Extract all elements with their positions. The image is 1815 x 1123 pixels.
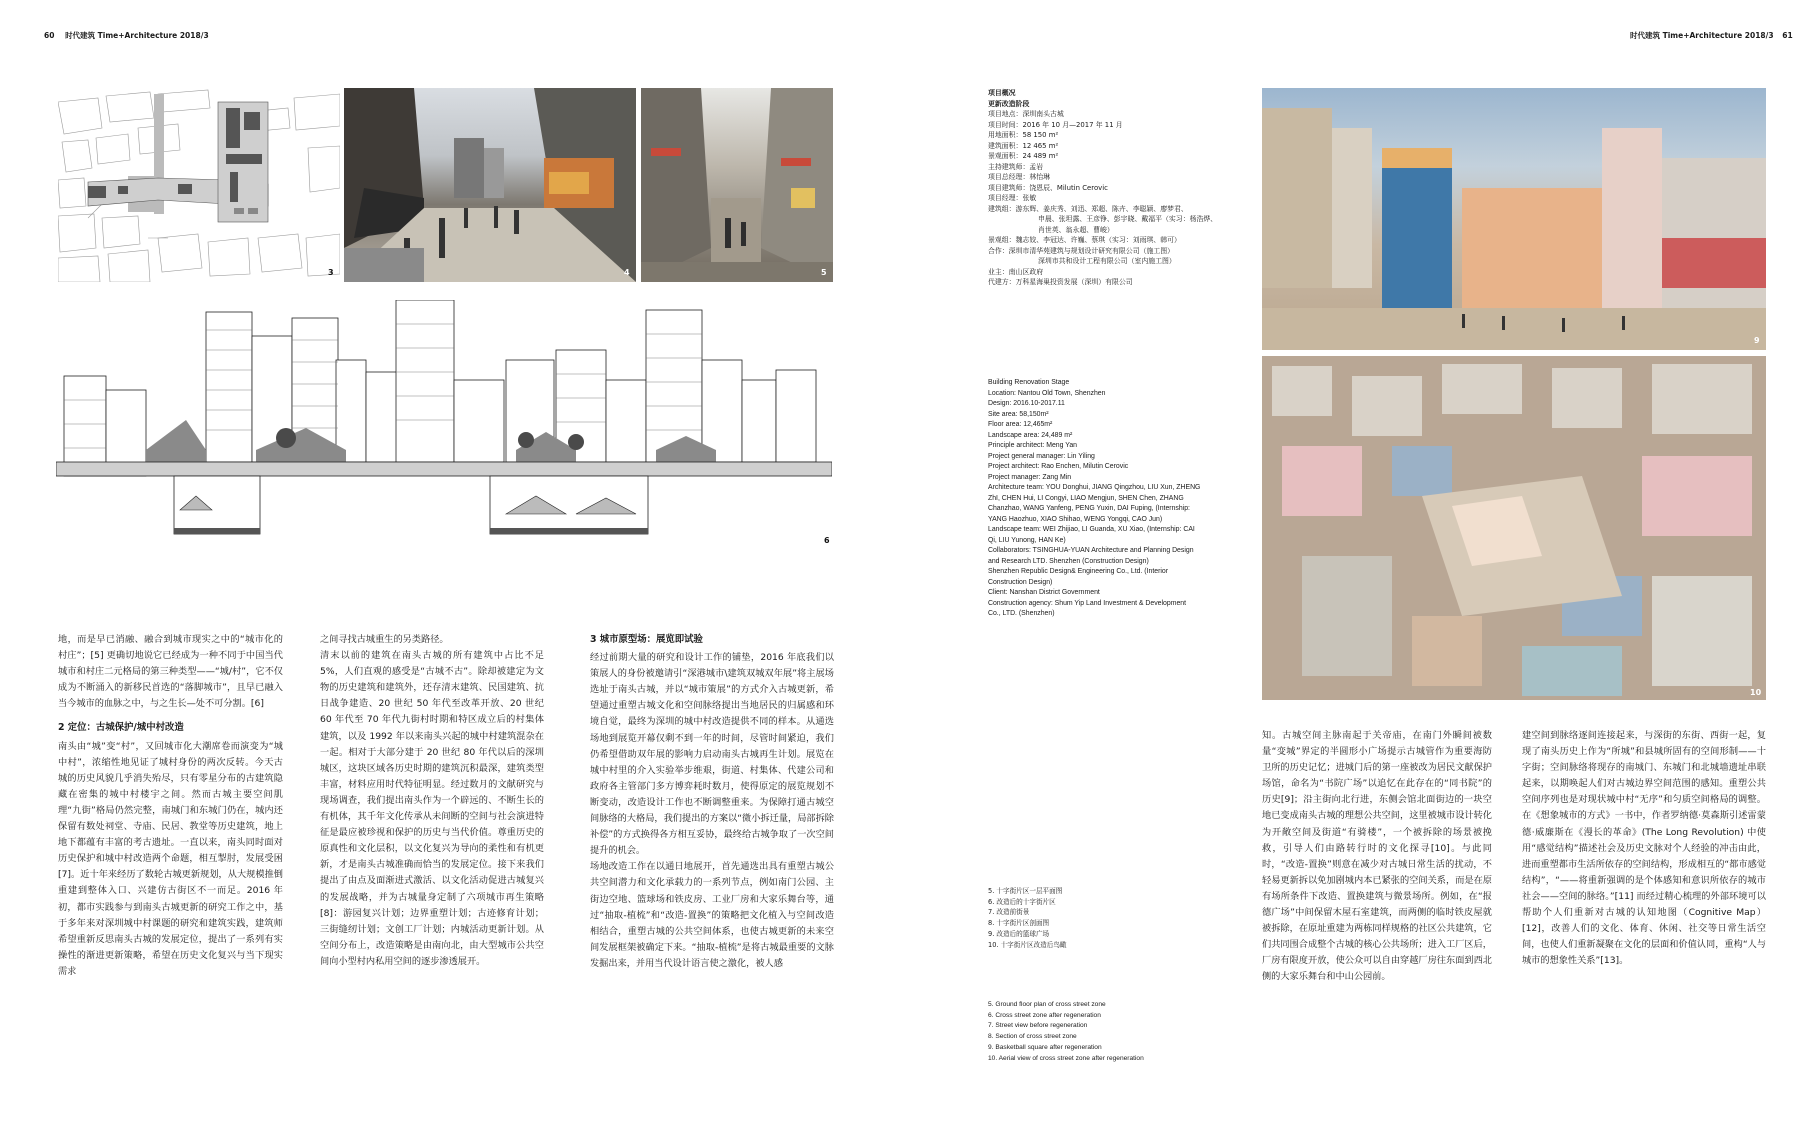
caption: 8. 十字街片区剖面图 <box>988 919 1050 928</box>
caption: 6. 改造后的十字街片区 <box>988 897 1056 906</box>
aerial-view-photo <box>1262 356 1766 700</box>
section-drawing <box>56 300 832 546</box>
info-row: 合作：深圳市清华苑建筑与规划设计研究有限公司（施工图） <box>988 246 1175 255</box>
right-page-header <box>1630 30 1793 41</box>
info-row: Co., LTD. (Shenzhen) <box>988 610 1055 617</box>
body-column-3 <box>590 632 834 972</box>
info-row: 景观面积：24 489 m² <box>988 152 1059 160</box>
caption: 5. 十字街片区一层平面图 <box>988 887 1063 895</box>
journal-title: 时代建筑 Time+Architecture 2018/3 <box>65 31 209 40</box>
info-row: Building Renovation Stage <box>988 379 1070 386</box>
info-row: 建筑面积：12 465 m² <box>988 141 1059 150</box>
info-row: 用地面积：58 150 m² <box>988 131 1059 139</box>
info-row: 肖世英、翁永超、曹峻） <box>1038 225 1114 234</box>
captions-english <box>988 1000 1144 1064</box>
section-heading: 3 城市原型场：展览即试验 <box>590 634 703 645</box>
body-column-4 <box>1262 728 1492 986</box>
section-heading: 2 定位：古城保护/城中村改造 <box>58 722 184 734</box>
info-row: Location: Nantou Old Town, Shenzhen <box>988 389 1106 397</box>
caption: 10. Aerial view of cross street zone after regeneration <box>988 1054 1144 1062</box>
caption: 10. 十字街片区改造后鸟瞰 <box>988 940 1067 949</box>
info-row: 项目地点：深圳南头古城 <box>988 110 1064 118</box>
paragraph: 南头由“城”变“村”，又回城市化大潮席卷而演变为“城中村”，浓缩性地见证了城村身份的两次反转。今天古城的历史风貌几乎消失殆尽，只有零星分布的古建筑隐藏在密集的城中村楼宇之间。然而古城主要空间肌理“九街”格局仍然完整，南城门和东城门仍在，城内还保留有数处祠堂、寺庙、民居、教堂等历史建筑，地上地下都蕴有丰富的考古遗址。一直以来，南头同时面对历史保护和城中村改造两个命题，相互掣肘，发展受困[7]。近十年来经历了数轮古城更新规划，从大规模推倒重建到整体入口、兴建仿古街区不一而足。2016 年初，都市实践参与到南头古城更新的研究工作之中，基于多年来对深圳城中村课题的研究和建筑实践，建筑师希望重新反思南头古城的发展定位，提出了一系列有实操性的渐进更新策略，希望在历史文化复兴与当下现实需求 <box>58 740 283 977</box>
info-row: Landscape area: 24,489 m² <box>988 431 1073 439</box>
street-photo-after <box>344 88 636 282</box>
paragraph: 地，而是早已消融、融合到城市现实之中的“城市化的村庄”；[5] 更确切地说它已经成为一种不同于中国当代城市和村庄二元格局的第三种类型——“城/村”，它不仅成为不断涌入的新移民首选的“落脚城市”，且早已融入当今城市的血脉之中，与之生长—处不可分割。[6] <box>58 634 283 710</box>
info-row: Chanzhao, WANG Yanfeng, PENG Yuxin, DAI Fuping, (Internship: <box>988 505 1190 512</box>
info-row: Construction agency: Shum Yip Land Investment & Development <box>988 599 1187 607</box>
info-row: Architecture team: YOU Donghui, JIANG Qingzhou, LIU Xun, ZHENG <box>988 484 1201 491</box>
journal-title: 时代建筑 Time+Architecture 2018/3 <box>1630 31 1774 40</box>
body-column-5 <box>1522 728 1766 969</box>
info-row: and Research LTD. Shenzhen (Construction Design) <box>988 557 1149 565</box>
caption: 7. 改造前街景 <box>988 908 1030 917</box>
paragraph: 知。古城空间主脉南起于关帝庙，在南门外瞬间被数量“变城”界定的半圆形小广场提示古城管作为重要海防卫所的历史记忆；进城门后的第一座被改为居民文献保护场馆，命名为“书院广场”以追忆在此存在的“同书院”的历史[9]；沿主街向北行进，东侧会馆北面街边的一块空地已变成南头古城的理想公共空间，这里被城市设计转化为开敞空间及街道“有骑楼”，一个被拆除的场景被挽救，引导人们由路转行时的文化探寻[10]。与此同时，“改造-置换”则意在减少对古城日常生活的扰动，不轻易更新拆以免加剧城内本已紧张的空间关系，而是在原有场所条件下改造、置换建筑与微景场所。例如，在“报德广场”中间保留木屋石室建筑，而两侧的临时铁皮屋就被拆除，在原址重建为两栋同样规格的社区公共建筑，它们共同围合成整个古城的核心公共场所；进入工厂区后，厂房有限度开放，使公众可以自由穿越厂房往东面到西北侧的大家乐舞台和中山公园前。 <box>1262 730 1492 983</box>
info-row: Collaborators: TSINGHUA-YUAN Architecture and Planning Design <box>988 547 1194 554</box>
caption: 9. Basketball square after regeneration <box>988 1043 1102 1051</box>
paragraph: 经过前期大量的研究和设计工作的铺垫，2016 年底我们以策展人的身份被邀请引“深港城市\建筑双城双年展”将主展场选址于南头古城，并以“城市策展”的方式介入古城更新，希望通过重塑古城文化和空间脉络提出当地居民的归属感和环境自觉，最终为深圳的城中村改造提供不同的样本。从通选场地到展览开幕仅剩不到一年的时间，尽管时间紧迫，我们仍希望借助双年展的影响力启动南头古城再生计划。展览在城中村里的介入实验举步维艰，街道、村集体、代建公司和政府各主管部门多方博弈耗时数月，使得原定的展览规划不断变动，改造设计工作也不断调整重来。为保障打通古城空间脉络的大格局，我们提出的方案以“微小拆迁量，局部拆除补偿”的方式换得各方相互妥协，最终给古城争取了一次空间提升的机会。 <box>590 652 834 857</box>
street-photo-before <box>641 88 833 282</box>
info-row: 代建方：万科星海巢投资发展（深圳）有限公司 <box>988 278 1133 286</box>
info-row: Project manager: Zang Min <box>988 473 1072 481</box>
info-row: 更新改造阶段 <box>988 99 1030 108</box>
project-info-chinese <box>988 88 1243 288</box>
site-plan-figure <box>58 88 340 282</box>
caption: 9. 改造后的篮球广场 <box>988 929 1050 938</box>
figure-number: 5 <box>821 268 827 277</box>
body-column-1 <box>58 632 283 980</box>
caption: 6. Cross street zone after regeneration <box>988 1011 1101 1019</box>
info-row: 项目建筑师：饶恩辰、Milutin Cerovic <box>988 183 1108 192</box>
info-row: Design: 2016.10-2017.11 <box>988 400 1065 407</box>
page-number: 61 <box>1782 31 1793 40</box>
basketball-square-photo <box>1262 88 1766 350</box>
paragraph: 之间寻找古城重生的另类路径。 <box>320 634 449 645</box>
info-row: Site area: 58,150m² <box>988 410 1049 418</box>
info-row: 项目概况 <box>988 89 1016 97</box>
info-row: 业主：南山区政府 <box>988 267 1044 276</box>
caption: 5. Ground floor plan of cross street zone <box>988 1001 1106 1008</box>
left-page-header <box>44 30 209 41</box>
info-row: Landscape team: WEI Zhijiao, LI Guanda, XU Xiao, (Internship: CAI <box>988 526 1195 533</box>
info-row: YANG Haozhuo, XIAO Shihao, WENG Yongqi, CAO Jun) <box>988 515 1163 523</box>
info-row: 深圳市共和设计工程有限公司（室内施工图） <box>1038 257 1176 265</box>
caption: 7. Street view before regeneration <box>988 1022 1088 1030</box>
info-row: Principle architect: Meng Yan <box>988 442 1077 449</box>
info-row: 景观组：魏志姣、李冠达、许巍、蔡琪（实习：刘雨琪、韩可） <box>988 236 1181 244</box>
info-row: Client: Nanshan District Government <box>988 589 1100 596</box>
info-row: 项目总经理：林怡琳 <box>988 173 1051 181</box>
figure-number: 9 <box>1754 336 1760 345</box>
info-row: 申晨、张坦露、王彦铮、彭宇晓、戴福平（实习：杨浩烨、 <box>1038 215 1218 223</box>
info-row: 主持建筑师：孟岩 <box>988 162 1044 171</box>
body-column-2 <box>320 632 544 970</box>
paragraph: 场地改造工作在以通日地展开，首先通选出具有重塑古城公共空间潜力和文化承载力的一系列节点，例如南门公园、主街边空地、篮球场和铁皮房、工业厂房和大家乐舞台等，通过“抽取-植梳”和“改造-置换”的策略把文化植入与空间改造相结合，重塑古城的公共空间体系，也使古城更新的未来空间发展框架被确定下来。“抽取-植梳”是将古城最重要的文脉发掘出来，并用当代设计语言使之激化，被人感 <box>590 861 834 969</box>
paragraph: 清末以前的建筑在南头古城的所有建筑中占比不足 5%，人们直观的感受是“古城不古”。除却被建定为文物的历史建筑和建筑外，还存清末建筑、民国建筑、抗日战争建造、20 世纪 50 年代至改革开放、20 世纪 60 年代至 70 年代九街村时期和特区成立后的村集体建筑，以及 1992 年以来南头兴起的城中村建筑混杂在一起。相对于大部分建于 20 世纪 80 年代以后的深圳城区，这块区域各历史时期的建筑沉积最深，建筑类型丰富，材料应用时代特征明显。经过数月的文献研究与现场调查，我们提出南头作为一个辟远的、不断生长的有机体，其千年文化传承从未间断的空间与社会演进特征是最应被珍视和保护的历史与当代价值。尊重历史的原真性和文化层积，以文化复兴为导向的柔性和有机更新，才是南头古城准确而恰当的发展定位。接下来我们提出了由点及面渐进式激活、以文化活动促进古城复兴的发展战略，并为古城量身定制了六项城市再生策略[8]：游园复兴计划；边界重塑计划；古迹修育计划；三街缝纫计划；文创工厂计划；内城活动更新计划。从空间分布上，改造策略是由南向北，由大型城市公共空间向小型村内私用空间的逐步渗透展开。 <box>320 650 544 967</box>
info-row: Project general manager: Lin Yiling <box>988 452 1095 460</box>
figure-number: 10 <box>1750 688 1762 697</box>
page-number: 60 <box>44 31 55 40</box>
info-row: Shenzhen Republic Design& Engineering Co., Ltd. (Interior <box>988 568 1169 575</box>
info-row: 项目经理：张敏 <box>988 194 1037 202</box>
info-row: Project architect: Rao Enchen, Milutin Cerovic <box>988 463 1129 470</box>
project-info-english <box>988 378 1246 620</box>
captions-chinese <box>988 886 1067 950</box>
info-row: Construction Design) <box>988 578 1053 586</box>
figure-number: 3 <box>328 268 334 277</box>
figure-number: 6 <box>824 536 830 545</box>
paragraph: 建空间到脉络逐间连接起来，与深街的东街、西街一起，复现了南头历史上作为“所城”和县城所固有的空间形制——十字街；空间脉络将现存的南城门、东城门和北城墙遗址串联起来，以期唤起人们对古城边界空间范围的感知。重塑公共空间序列也是对现状城中村“无序”和匀质空间格局的调整。在《想象城市的方式》一书中，作者罗纳德·莫森斯引述雷蒙德·威廉斯在《漫长的革命》(The Long Revolution) 中使用“感觉结构”描述社会及历史文脉对个人经验的冲击由此，进而重塑都市生活所依存的空间结构，形成相互的“都市感觉结构”，“——将重新强调的是个体感知和意识所依存的城市社会——空间的脉络。”[11] 而经过精心梳理的外部环境可以帮助个人们重新对古城的认知地图（Cognitive Map）[12]，改善人们的文化、体育、休闲、社交等日常生活空间，也使人们重新凝聚在文化的层面和价值认同，重构“人与城市的想象性关系”[13]。 <box>1522 730 1766 967</box>
info-row: Qi, LIU Yunong, HAN Ke) <box>988 536 1066 544</box>
figure-number: 4 <box>624 268 630 277</box>
info-row: Floor area: 12,465m² <box>988 421 1053 428</box>
info-row: 建筑组：游东辉、姜庆秀、刘迅、郑超、陈卉、李聪颖、廖梦君、 <box>988 204 1188 213</box>
caption: 8. Section of cross street zone <box>988 1033 1077 1041</box>
info-row: ZhI, CHEN Hui, LI Congyi, LIAO Mengjun, SHEN Chen, ZHANG <box>988 494 1184 502</box>
info-row: 项目时间：2016 年 10 月—2017 年 11 月 <box>988 120 1123 129</box>
